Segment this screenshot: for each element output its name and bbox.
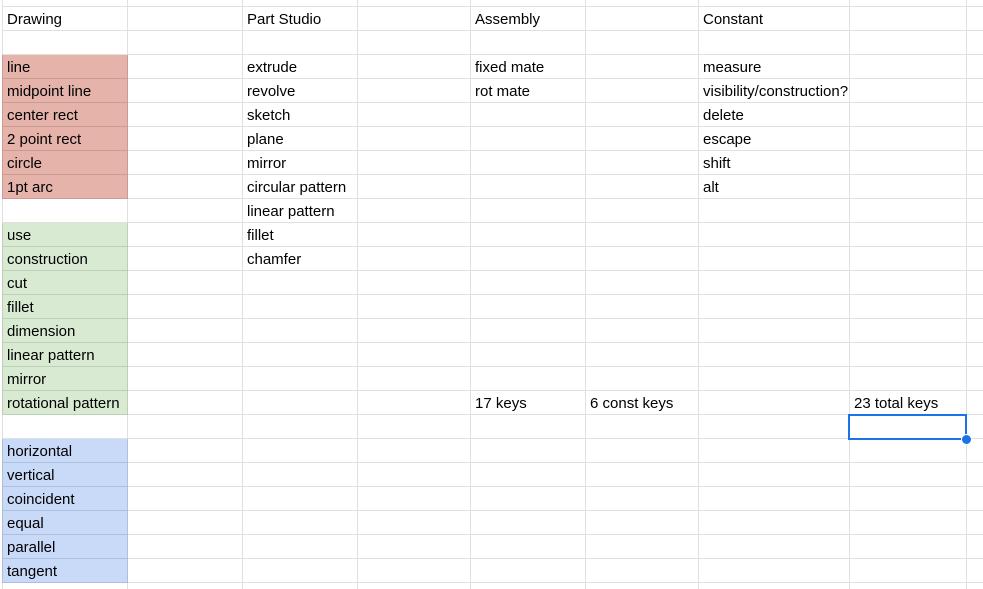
cell-D10[interactable]: [358, 223, 471, 247]
cell-F8[interactable]: [586, 175, 699, 199]
cell-A12[interactable]: [2, 271, 128, 295]
cell-G9[interactable]: [699, 199, 850, 223]
cell-I8[interactable]: [967, 175, 983, 199]
cell-C3[interactable]: [243, 55, 358, 79]
cell-D12[interactable]: [358, 271, 471, 295]
cell-text-G5: delete: [703, 107, 744, 124]
cell-D23[interactable]: [358, 535, 471, 559]
cell-G5[interactable]: [699, 103, 850, 127]
cell-text-C11: chamfer: [247, 251, 302, 268]
cell-F4[interactable]: [586, 79, 699, 103]
cell-E0[interactable]: [471, 0, 586, 7]
cell-H5[interactable]: [850, 103, 967, 127]
cell-C18[interactable]: [243, 415, 358, 439]
cell-A7[interactable]: [2, 151, 128, 175]
cell-I7[interactable]: [967, 151, 983, 175]
cell-A9[interactable]: [2, 199, 128, 223]
cell-D0[interactable]: [358, 0, 471, 7]
cell-F15[interactable]: [586, 343, 699, 367]
cell-A22[interactable]: [2, 511, 128, 535]
cell-E19[interactable]: [471, 439, 586, 463]
cell-text-E1: Assembly: [475, 11, 541, 28]
cell-C14[interactable]: [243, 319, 358, 343]
cell-G16[interactable]: [699, 367, 850, 391]
cell-E3[interactable]: [471, 55, 586, 79]
cell-D13[interactable]: [358, 295, 471, 319]
cell-B0[interactable]: [128, 0, 243, 7]
cell-A13[interactable]: [2, 295, 128, 319]
cell-I1[interactable]: [967, 7, 983, 31]
cell-text-A1: Drawing: [7, 11, 63, 28]
cell-B11[interactable]: [128, 247, 243, 271]
cell-H8[interactable]: [850, 175, 967, 199]
cell-G7[interactable]: [699, 151, 850, 175]
cell-B23[interactable]: [128, 535, 243, 559]
cell-C12[interactable]: [243, 271, 358, 295]
cell-A18[interactable]: [2, 415, 128, 439]
cell-I2[interactable]: [967, 31, 983, 55]
cell-A25[interactable]: [2, 583, 128, 589]
cell-I10[interactable]: [967, 223, 983, 247]
cell-G11[interactable]: [699, 247, 850, 271]
cell-I12[interactable]: [967, 271, 983, 295]
cell-I23[interactable]: [967, 535, 983, 559]
cell-G15[interactable]: [699, 343, 850, 367]
cell-text-C5: sketch: [247, 107, 291, 124]
cell-B5[interactable]: [128, 103, 243, 127]
cell-E21[interactable]: [471, 487, 586, 511]
cell-G23[interactable]: [699, 535, 850, 559]
cell-I3[interactable]: [967, 55, 983, 79]
cell-C1[interactable]: [243, 7, 358, 31]
cell-E9[interactable]: [471, 199, 586, 223]
cell-F6[interactable]: [586, 127, 699, 151]
cell-text-A16: mirror: [7, 371, 47, 388]
cell-A2[interactable]: [2, 31, 128, 55]
cell-H22[interactable]: [850, 511, 967, 535]
cell-A20[interactable]: [2, 463, 128, 487]
cell-D9[interactable]: [358, 199, 471, 223]
cell-text-G1: Constant: [703, 11, 764, 28]
cell-G1[interactable]: [699, 7, 850, 31]
cell-A1[interactable]: [2, 7, 128, 31]
cell-E4[interactable]: [471, 79, 586, 103]
cell-G17[interactable]: [699, 391, 850, 415]
cell-text-A6: 2 point rect: [7, 131, 82, 148]
cell-text-A10: use: [7, 227, 32, 244]
cell-I16[interactable]: [967, 367, 983, 391]
cell-text-C6: plane: [247, 131, 284, 148]
cell-C10[interactable]: [243, 223, 358, 247]
cell-H21[interactable]: [850, 487, 967, 511]
cell-H14[interactable]: [850, 319, 967, 343]
cell-E6[interactable]: [471, 127, 586, 151]
cell-A17[interactable]: [2, 391, 128, 415]
cell-B22[interactable]: [128, 511, 243, 535]
cell-text-A19: horizontal: [7, 443, 73, 460]
cell-B18[interactable]: [128, 415, 243, 439]
cell-B7[interactable]: [128, 151, 243, 175]
cell-G21[interactable]: [699, 487, 850, 511]
cell-A6[interactable]: [2, 127, 128, 151]
cell-E24[interactable]: [471, 559, 586, 583]
cell-C4[interactable]: [243, 79, 358, 103]
cell-A21[interactable]: [2, 487, 128, 511]
cell-C25[interactable]: [243, 583, 358, 589]
cell-A10[interactable]: [2, 223, 128, 247]
cell-F21[interactable]: [586, 487, 699, 511]
cell-C23[interactable]: [243, 535, 358, 559]
cell-D20[interactable]: [358, 463, 471, 487]
cell-H2[interactable]: [850, 31, 967, 55]
cell-D21[interactable]: [358, 487, 471, 511]
cell-I11[interactable]: [967, 247, 983, 271]
cell-A11[interactable]: [2, 247, 128, 271]
cell-text-H17: 23 total keys: [854, 395, 939, 412]
cell-text-A15: linear pattern: [7, 347, 95, 364]
cell-text-A24: tangent: [7, 563, 58, 580]
cell-F16[interactable]: [586, 367, 699, 391]
cell-H17[interactable]: [850, 391, 967, 415]
cell-A5[interactable]: [2, 103, 128, 127]
cell-I9[interactable]: [967, 199, 983, 223]
cell-H13[interactable]: [850, 295, 967, 319]
cell-F2[interactable]: [586, 31, 699, 55]
cell-D24[interactable]: [358, 559, 471, 583]
cell-E17[interactable]: [471, 391, 586, 415]
cell-G13[interactable]: [699, 295, 850, 319]
cell-F13[interactable]: [586, 295, 699, 319]
cell-H19[interactable]: [850, 439, 967, 463]
cell-F7[interactable]: [586, 151, 699, 175]
cell-B15[interactable]: [128, 343, 243, 367]
cell-G3[interactable]: [699, 55, 850, 79]
cell-C11[interactable]: [243, 247, 358, 271]
cell-E13[interactable]: [471, 295, 586, 319]
cell-I4[interactable]: [967, 79, 983, 103]
cell-D16[interactable]: [358, 367, 471, 391]
cell-F22[interactable]: [586, 511, 699, 535]
cell-E20[interactable]: [471, 463, 586, 487]
cell-I24[interactable]: [967, 559, 983, 583]
cell-C8[interactable]: [243, 175, 358, 199]
cell-C20[interactable]: [243, 463, 358, 487]
cell-A15[interactable]: [2, 343, 128, 367]
cell-C2[interactable]: [243, 31, 358, 55]
cell-H24[interactable]: [850, 559, 967, 583]
cell-F25[interactable]: [586, 583, 699, 589]
cell-I6[interactable]: [967, 127, 983, 151]
cell-D14[interactable]: [358, 319, 471, 343]
cell-text-E4: rot mate: [475, 83, 531, 100]
cell-C19[interactable]: [243, 439, 358, 463]
cell-text-A13: fillet: [7, 299, 34, 316]
cell-text-C7: mirror: [247, 155, 287, 172]
cell-F11[interactable]: [586, 247, 699, 271]
cell-text-G3: measure: [703, 59, 762, 76]
cell-A24[interactable]: [2, 559, 128, 583]
selected-cell-outline: [848, 414, 967, 440]
cell-C0[interactable]: [243, 0, 358, 7]
cell-G10[interactable]: [699, 223, 850, 247]
cell-text-A23: parallel: [7, 539, 56, 556]
cell-A8[interactable]: [2, 175, 128, 199]
cell-E2[interactable]: [471, 31, 586, 55]
cell-G0[interactable]: [699, 0, 850, 7]
cell-D17[interactable]: [358, 391, 471, 415]
cell-A4[interactable]: [2, 79, 128, 103]
cell-G24[interactable]: [699, 559, 850, 583]
cell-A14[interactable]: [2, 319, 128, 343]
cell-text-A22: equal: [7, 515, 44, 532]
cell-H20[interactable]: [850, 463, 967, 487]
cell-E10[interactable]: [471, 223, 586, 247]
cell-D19[interactable]: [358, 439, 471, 463]
cell-text-A5: center rect: [7, 107, 78, 124]
cell-H12[interactable]: [850, 271, 967, 295]
cell-C21[interactable]: [243, 487, 358, 511]
cell-B8[interactable]: [128, 175, 243, 199]
cell-E15[interactable]: [471, 343, 586, 367]
cell-D15[interactable]: [358, 343, 471, 367]
cell-I25[interactable]: [967, 583, 983, 589]
cell-E12[interactable]: [471, 271, 586, 295]
cell-text-C4: revolve: [247, 83, 296, 100]
cell-text-A8: 1pt arc: [7, 179, 53, 196]
cell-E14[interactable]: [471, 319, 586, 343]
cell-C7[interactable]: [243, 151, 358, 175]
cell-I17[interactable]: [967, 391, 983, 415]
cell-F1[interactable]: [586, 7, 699, 31]
cell-C22[interactable]: [243, 511, 358, 535]
cell-B25[interactable]: [128, 583, 243, 589]
cell-H1[interactable]: [850, 7, 967, 31]
cell-E1[interactable]: [471, 7, 586, 31]
cell-A23[interactable]: [2, 535, 128, 559]
cell-G6[interactable]: [699, 127, 850, 151]
cell-A0[interactable]: [2, 0, 128, 7]
cell-D5[interactable]: [358, 103, 471, 127]
cell-C6[interactable]: [243, 127, 358, 151]
cell-G2[interactable]: [699, 31, 850, 55]
cell-text-A3: line: [7, 59, 31, 76]
cell-G19[interactable]: [699, 439, 850, 463]
cell-D1[interactable]: [358, 7, 471, 31]
cell-F18[interactable]: [586, 415, 699, 439]
cell-text-A17: rotational pattern: [7, 395, 120, 412]
cell-text-G6: escape: [703, 131, 752, 148]
cell-text-C8: circular pattern: [247, 179, 347, 196]
cell-I14[interactable]: [967, 319, 983, 343]
cell-H15[interactable]: [850, 343, 967, 367]
cell-D11[interactable]: [358, 247, 471, 271]
cell-B19[interactable]: [128, 439, 243, 463]
cell-G8[interactable]: [699, 175, 850, 199]
cell-H6[interactable]: [850, 127, 967, 151]
cell-text-G7: shift: [703, 155, 731, 172]
cell-B21[interactable]: [128, 487, 243, 511]
cell-A16[interactable]: [2, 367, 128, 391]
cell-E7[interactable]: [471, 151, 586, 175]
cell-text-A20: vertical: [7, 467, 55, 484]
cell-I0[interactable]: [967, 0, 983, 7]
cell-G20[interactable]: [699, 463, 850, 487]
cell-text-A14: dimension: [7, 323, 76, 340]
cell-C24[interactable]: [243, 559, 358, 583]
cell-D18[interactable]: [358, 415, 471, 439]
fill-handle-icon[interactable]: [962, 435, 971, 444]
cell-C15[interactable]: [243, 343, 358, 367]
cell-E25[interactable]: [471, 583, 586, 589]
cell-H10[interactable]: [850, 223, 967, 247]
cell-E22[interactable]: [471, 511, 586, 535]
cell-text-C9: linear pattern: [247, 203, 335, 220]
cell-B4[interactable]: [128, 79, 243, 103]
cell-E5[interactable]: [471, 103, 586, 127]
cell-B20[interactable]: [128, 463, 243, 487]
cell-G22[interactable]: [699, 511, 850, 535]
cell-I5[interactable]: [967, 103, 983, 127]
cell-text-E17: 17 keys: [475, 395, 527, 412]
cell-B10[interactable]: [128, 223, 243, 247]
cell-D2[interactable]: [358, 31, 471, 55]
cell-text-G4: visibility/construction?: [703, 83, 849, 100]
cell-B24[interactable]: [128, 559, 243, 583]
cell-C17[interactable]: [243, 391, 358, 415]
cell-F9[interactable]: [586, 199, 699, 223]
cell-C16[interactable]: [243, 367, 358, 391]
cell-B2[interactable]: [128, 31, 243, 55]
cell-G25[interactable]: [699, 583, 850, 589]
cell-D7[interactable]: [358, 151, 471, 175]
cell-F5[interactable]: [586, 103, 699, 127]
cell-C5[interactable]: [243, 103, 358, 127]
cell-B9[interactable]: [128, 199, 243, 223]
cell-B13[interactable]: [128, 295, 243, 319]
cell-B3[interactable]: [128, 55, 243, 79]
cell-B1[interactable]: [128, 7, 243, 31]
cell-H25[interactable]: [850, 583, 967, 589]
cell-H23[interactable]: [850, 535, 967, 559]
cell-E11[interactable]: [471, 247, 586, 271]
cell-F20[interactable]: [586, 463, 699, 487]
cell-F12[interactable]: [586, 271, 699, 295]
cell-F10[interactable]: [586, 223, 699, 247]
cell-B14[interactable]: [128, 319, 243, 343]
cell-E16[interactable]: [471, 367, 586, 391]
cell-text-G8: alt: [703, 179, 719, 196]
cell-text-A12: cut: [7, 275, 28, 292]
cell-text-C10: fillet: [247, 227, 274, 244]
cell-F0[interactable]: [586, 0, 699, 7]
cell-B12[interactable]: [128, 271, 243, 295]
cell-C13[interactable]: [243, 295, 358, 319]
cell-text-F17: 6 const keys: [590, 395, 674, 412]
cell-I22[interactable]: [967, 511, 983, 535]
cell-G12[interactable]: [699, 271, 850, 295]
cell-E8[interactable]: [471, 175, 586, 199]
cell-E23[interactable]: [471, 535, 586, 559]
cell-H7[interactable]: [850, 151, 967, 175]
cell-D6[interactable]: [358, 127, 471, 151]
cell-E18[interactable]: [471, 415, 586, 439]
cell-I20[interactable]: [967, 463, 983, 487]
cell-G18[interactable]: [699, 415, 850, 439]
cell-D4[interactable]: [358, 79, 471, 103]
cell-B6[interactable]: [128, 127, 243, 151]
cell-text-E3: fixed mate: [475, 59, 545, 76]
cell-text-C1: Part Studio: [247, 11, 322, 28]
cell-text-C3: extrude: [247, 59, 298, 76]
cell-text-A4: midpoint line: [7, 83, 92, 100]
cell-G4[interactable]: [699, 79, 850, 103]
cell-F14[interactable]: [586, 319, 699, 343]
cell-F23[interactable]: [586, 535, 699, 559]
cell-G14[interactable]: [699, 319, 850, 343]
cell-F24[interactable]: [586, 559, 699, 583]
cell-text-A11: construction: [7, 251, 88, 268]
cell-F3[interactable]: [586, 55, 699, 79]
cell-H4[interactable]: [850, 79, 967, 103]
cell-H3[interactable]: [850, 55, 967, 79]
cell-D8[interactable]: [358, 175, 471, 199]
cell-I13[interactable]: [967, 295, 983, 319]
cell-H0[interactable]: [850, 0, 967, 7]
cell-H11[interactable]: [850, 247, 967, 271]
cell-A3[interactable]: [2, 55, 128, 79]
cell-F17[interactable]: [586, 391, 699, 415]
cell-H16[interactable]: [850, 367, 967, 391]
cell-B16[interactable]: [128, 367, 243, 391]
cell-B17[interactable]: [128, 391, 243, 415]
cell-D25[interactable]: [358, 583, 471, 589]
cell-H9[interactable]: [850, 199, 967, 223]
cell-C9[interactable]: [243, 199, 358, 223]
cell-I21[interactable]: [967, 487, 983, 511]
cell-D22[interactable]: [358, 511, 471, 535]
cell-D3[interactable]: [358, 55, 471, 79]
cell-A19[interactable]: [2, 439, 128, 463]
cell-text-A7: circle: [7, 155, 43, 172]
cell-F19[interactable]: [586, 439, 699, 463]
cell-text-A21: coincident: [7, 491, 75, 508]
cell-I15[interactable]: [967, 343, 983, 367]
